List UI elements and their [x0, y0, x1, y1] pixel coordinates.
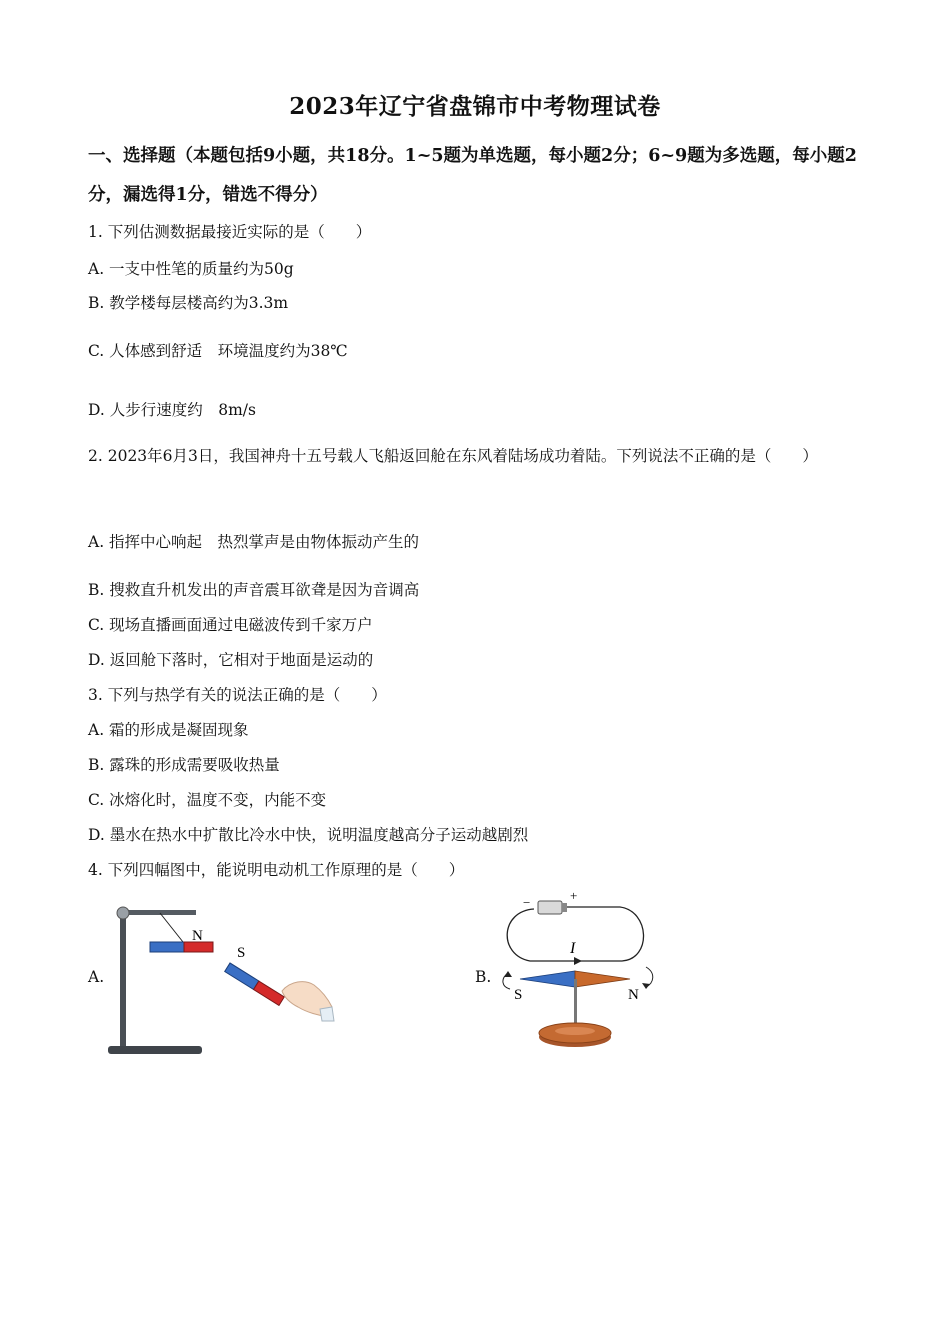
question-1-option-d: D. 人步行速度约 8m/s	[88, 401, 256, 419]
figure-a-label: A.	[88, 968, 105, 986]
hand-magnet-n-half	[254, 981, 285, 1005]
question-3-option-a: A. 霜的形成是凝固现象	[88, 721, 249, 739]
stand-arm	[120, 910, 196, 915]
figure-b-label: B.	[475, 968, 492, 986]
needle-n-label: N	[628, 987, 639, 1003]
question-4-stem: 4. 下列四幅图中，能说明电动机工作原理的是（ ）	[88, 861, 465, 879]
hanging-magnet-s-half	[150, 942, 184, 952]
battery-terminal	[562, 903, 567, 912]
suspension-thread	[160, 913, 183, 942]
question-2-option-b: B. 搜救直升机发出的声音震耳欲聋是因为音调高	[88, 581, 420, 599]
hand-magnet-s-half	[225, 963, 259, 989]
battery-minus-label: −	[523, 895, 531, 910]
question-2-option-d: D. 返回舱下落时，它相对于地面是运动的	[88, 651, 374, 669]
question-1-stem: 1. 下列估测数据最接近实际的是（ ）	[88, 223, 372, 241]
stand-rod	[120, 912, 126, 1050]
current-label: I	[570, 940, 576, 957]
question-3-option-d: D. 墨水在热水中扩散比冷水中快，说明温度越高分子运动越剧烈	[88, 826, 529, 844]
question-2-option-c: C. 现场直播画面通过电磁波传到千家万户	[88, 616, 373, 634]
page-title: 2023年辽宁省盘锦市中考物理试卷	[289, 93, 661, 120]
battery-plus-label: +	[570, 888, 578, 903]
stand-base	[108, 1046, 202, 1054]
wire-loop	[507, 907, 643, 961]
question-2-option-a: A. 指挥中心响起 热烈掌声是由物体振动产生的	[88, 533, 420, 551]
figure-b-oersted-illustration	[490, 885, 675, 1055]
question-2-stem: 2. 2023年6月3日，我国神舟十五号载人飞船返回舱在东风着陆场成功着陆。下列说法不正确的是（ ）	[88, 447, 818, 465]
figure-a-magnet-illustration	[100, 895, 340, 1060]
hanging-magnet-n-label: N	[192, 928, 203, 944]
needle-s-half	[520, 971, 575, 987]
question-3-stem: 3. 下列与热学有关的说法正确的是（ ）	[88, 686, 387, 704]
pivot-base-highlight	[555, 1027, 595, 1035]
question-1-option-a: A. 一支中性笔的质量约为50g	[88, 260, 294, 278]
current-arrow-icon	[574, 957, 582, 965]
hand-magnet-s-label: S	[237, 945, 246, 961]
rotation-arrowhead-left-icon	[504, 971, 512, 977]
needle-n-half	[575, 971, 630, 987]
section-heading: 一、选择题（本题包括9小题，共18分。1~5题为单选题，每小题2分；6~9题为多选题，每小题2分，漏选得1分，错选不得分）	[88, 146, 857, 205]
rotation-arrowhead-right-icon	[642, 983, 650, 989]
battery-body	[538, 901, 562, 914]
question-1-option-c: C. 人体感到舒适 环境温度约为38℃	[88, 342, 348, 360]
question-1-option-b: B. 教学楼每层楼高约为3.3m	[88, 294, 289, 312]
question-3-option-b: B. 露珠的形成需要吸收热量	[88, 756, 280, 774]
sleeve	[320, 1007, 334, 1021]
stand-clamp	[117, 907, 129, 919]
question-3-option-c: C. 冰熔化时，温度不变，内能不变	[88, 791, 327, 809]
needle-s-label: S	[514, 987, 523, 1003]
